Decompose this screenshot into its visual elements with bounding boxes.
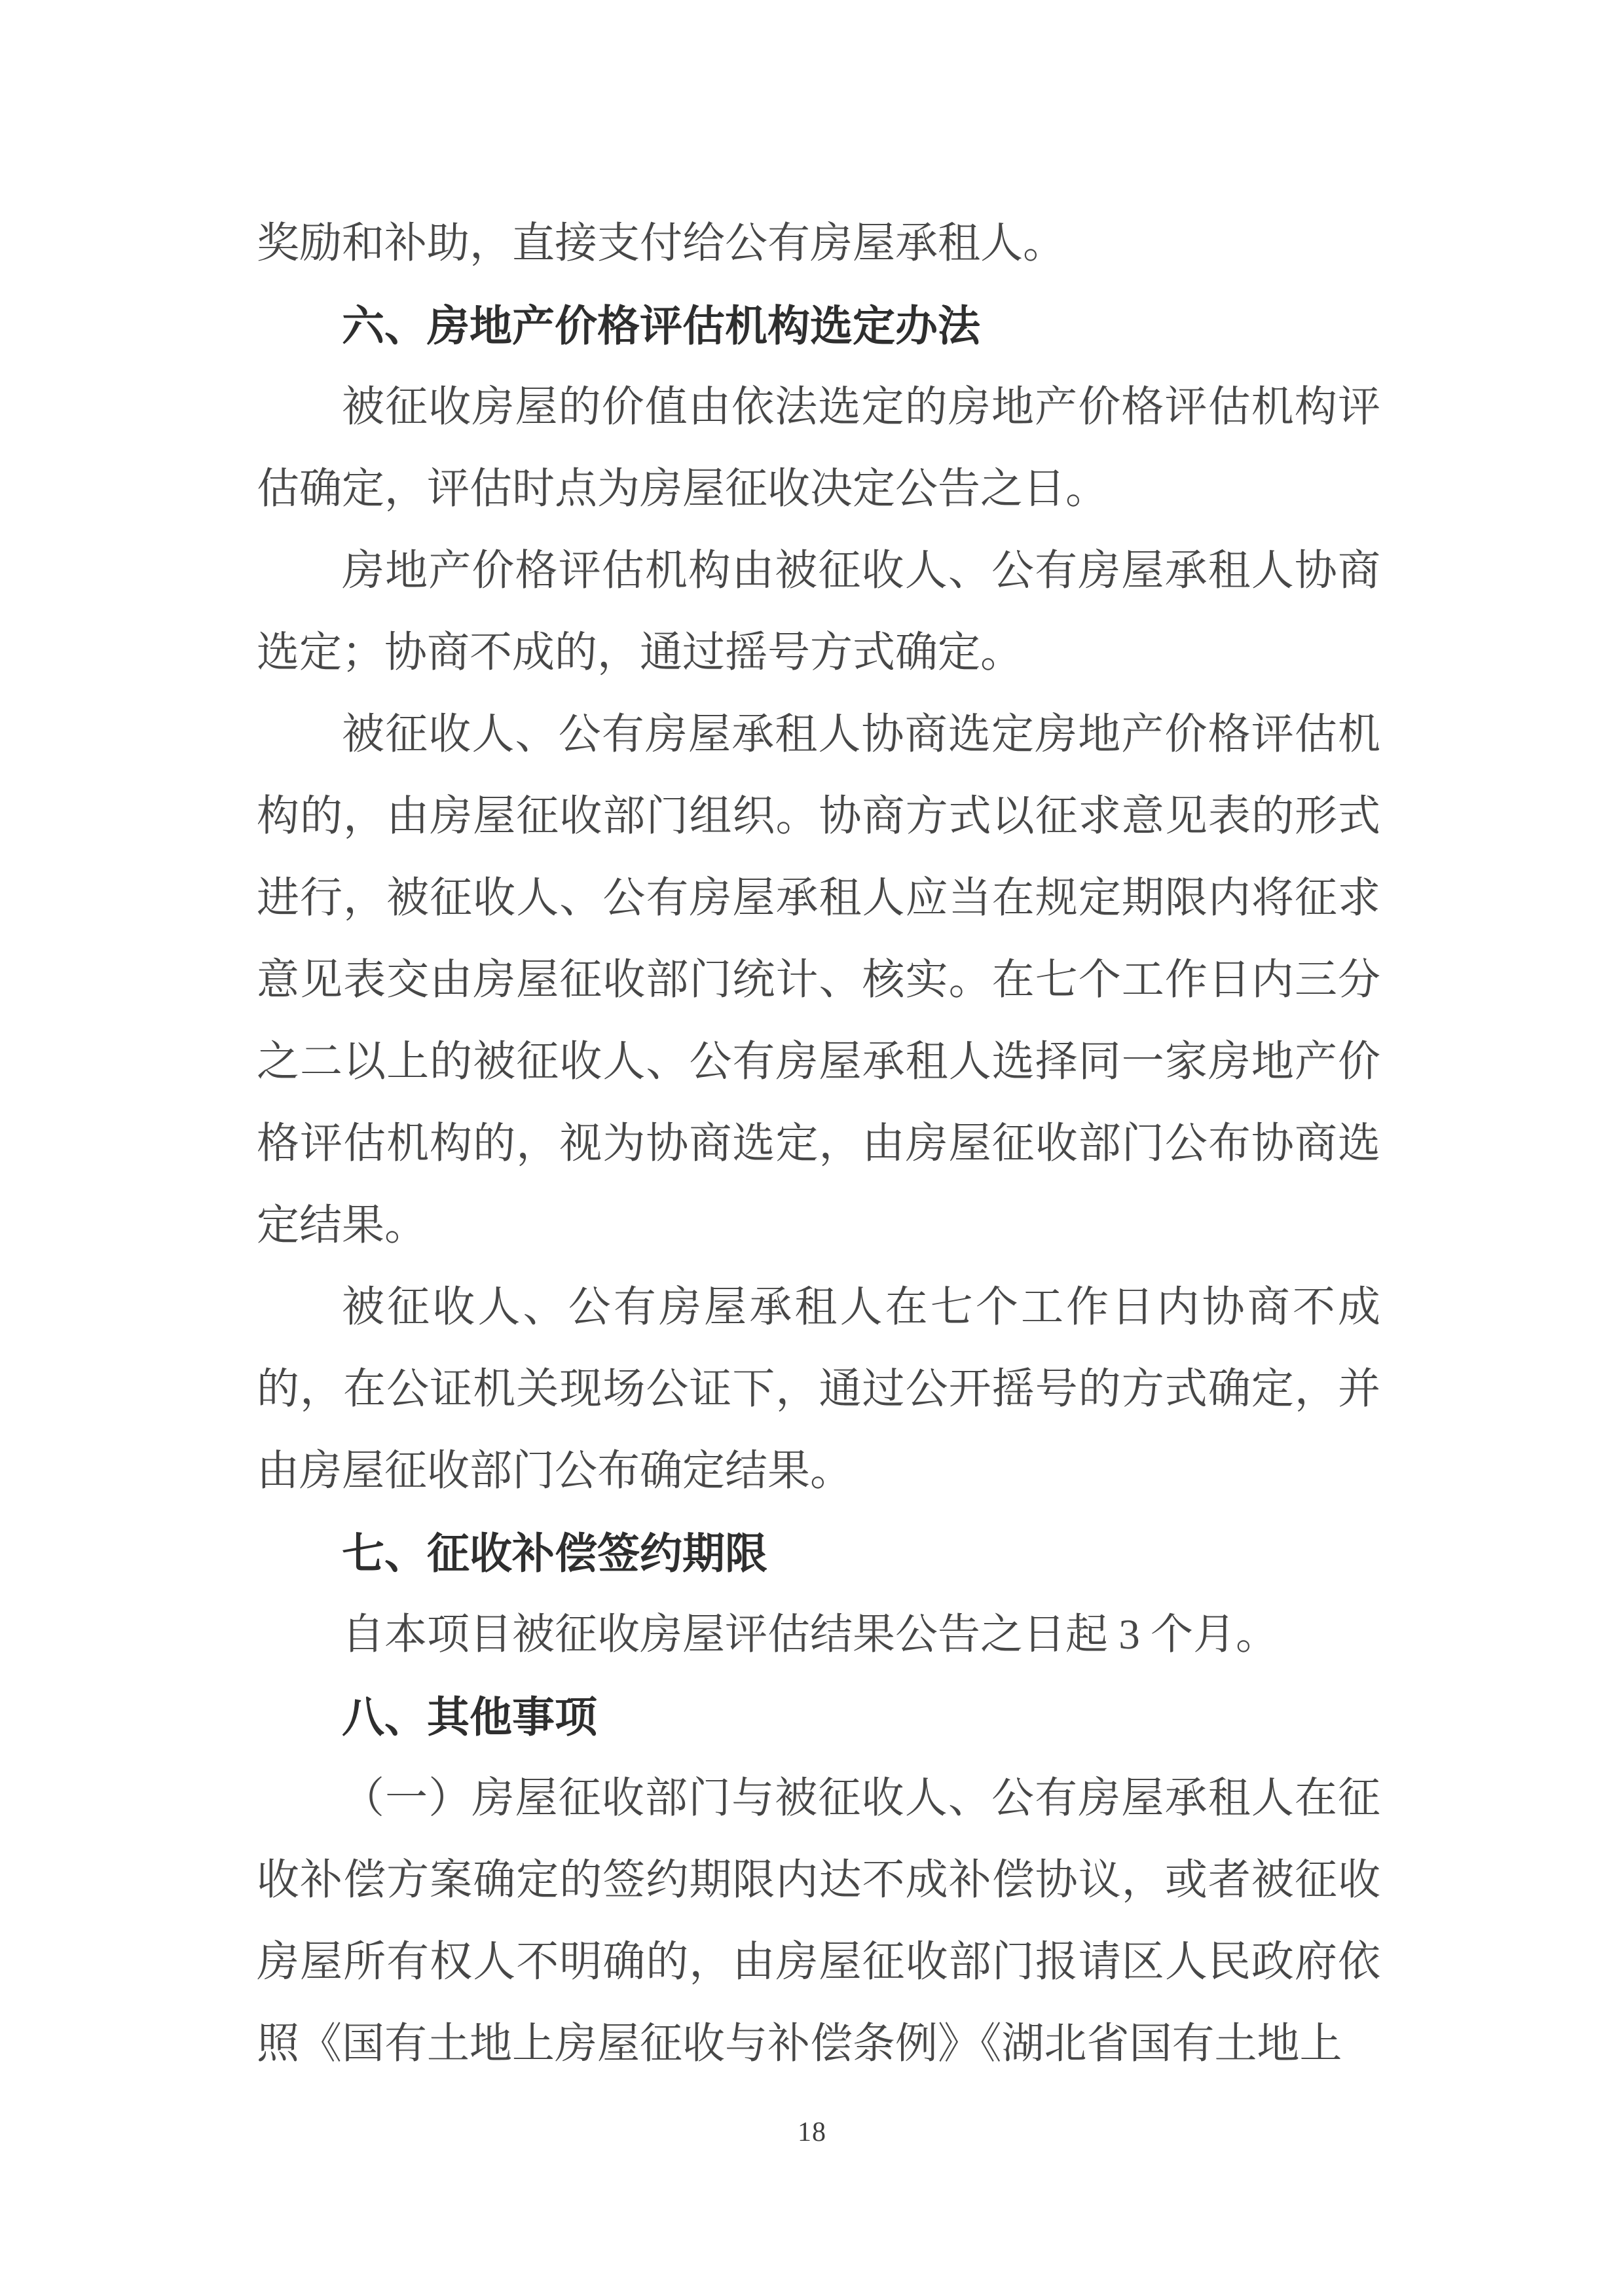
page-number: 18 [798,2117,826,2147]
section-heading-6: 六、房地产价格评估机构选定办法 [342,302,981,350]
paragraph: 自本项目被征收房屋评估结果公告之日起 3 个月。 [342,1611,1279,1658]
paragraph: （一）房屋征收部门与被征收人、公有房屋承租人在征收补偿方案确定的签约期限内达不成补偿协议，或者被征收房屋所有权人不明确的，由房屋征收部门报请区人民政府依照《国有土地上房屋征收与补偿条例》《湖北省国有土地上 [257,1775,1380,2068]
paragraph: 房地产价格评估机构由被征收人、公有房屋承租人协商选定；协商不成的，通过摇号方式确定。 [257,547,1380,676]
paragraph: 被征收人、公有房屋承租人协商选定房地产价格评估机构的，由房屋征收部门组织。协商方式以征求意见表的形式进行，被征收人、公有房屋承租人应当在规定期限内将征求意见表交由房屋征收部门统计、核实。在七个工作日内三分之二以上的被征收人、公有房屋承租人选择同一家房地产价格评估机构的，视为协商选定，由房屋征收部门公布协商选定结果。 [257,711,1380,1249]
document-body [257,203,1380,2085]
paragraph-continuation: 奖励和补助，直接支付给公有房屋承租人。 [257,220,1066,267]
section-heading-8: 八、其他事项 [342,1693,598,1741]
section-heading-7: 七、征收补偿签约期限 [342,1529,768,1577]
paragraph: 被征收房屋的价值由依法选定的房地产价格评估机构评估确定，评估时点为房屋征收决定公告之日。 [257,384,1380,513]
paragraph: 被征收人、公有房屋承租人在七个工作日内协商不成的，在公证机关现场公证下，通过公开摇号的方式确定，并由房屋征收部门公布确定结果。 [257,1284,1380,1495]
